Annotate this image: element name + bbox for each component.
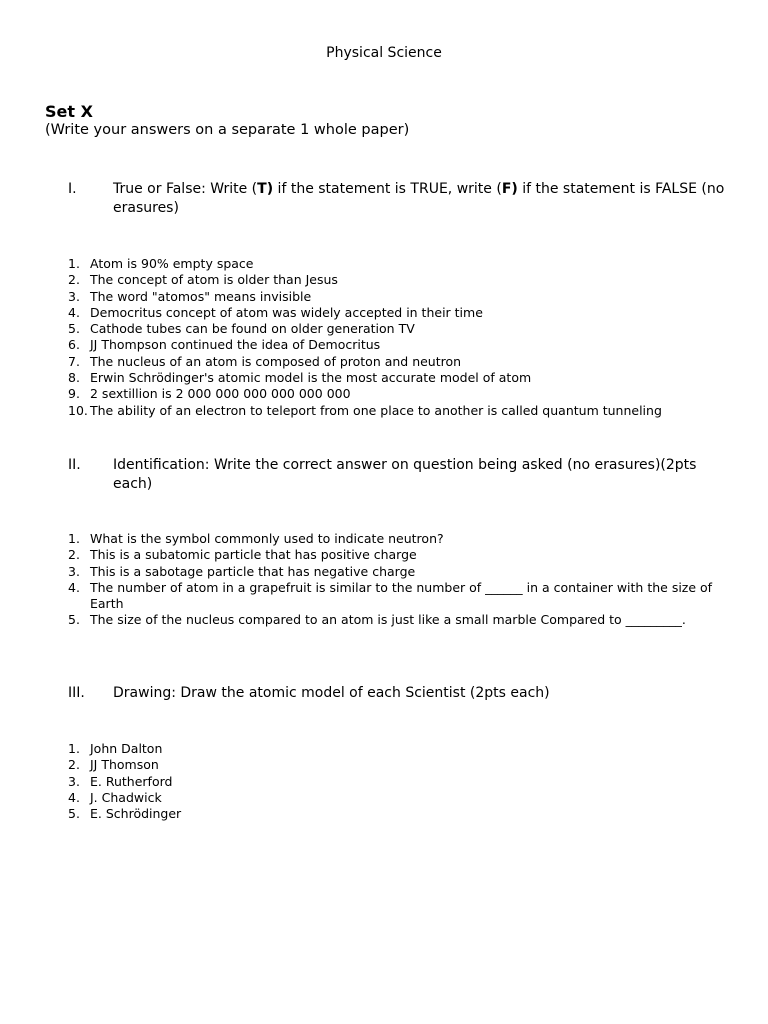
list-item: 2. The concept of atom is older than Jesus bbox=[68, 272, 338, 288]
list-item: 4. J. Chadwick bbox=[68, 789, 162, 805]
list-item: 3. This is a sabotage particle that has negative charge bbox=[68, 563, 416, 579]
list-item: 4. The number of atom in a grapefruit is similar to the number of ______ in a container with the size of Earth bbox=[68, 579, 713, 612]
section-true-false-heading bbox=[68, 180, 728, 218]
list-item: 5. E. Schrödinger bbox=[68, 806, 182, 822]
section-numeral: II. bbox=[68, 457, 81, 473]
list-item: 5. Cathode tubes can be found on older generation TV bbox=[68, 321, 415, 337]
list-item: 5. The size of the nucleus compared to an atom is just like a small marble Compared to _________. bbox=[68, 612, 686, 628]
list-item: 1. Atom is 90% empty space bbox=[68, 256, 254, 271]
set-instructions: (Write your answers on a separate 1 whole paper) bbox=[45, 122, 410, 138]
list-item: 9. 2 sextillion is 2 000 000 000 000 000 000 bbox=[68, 386, 351, 402]
section-numeral: III. bbox=[68, 685, 85, 701]
section-instructions: True or False: Write (T) if the statement is TRUE, write (F) if the statement is FALSE (no erasures) bbox=[113, 181, 725, 216]
set-title: Set X bbox=[45, 102, 93, 121]
list-item: 10. The ability of an electron to teleport from one place to another is called quantum tunneling bbox=[68, 402, 662, 418]
list-item: 4. Democritus concept of atom was widely accepted in their time bbox=[68, 304, 483, 320]
section-numeral: I. bbox=[68, 181, 77, 197]
section-instructions: Identification: Write the correct answer on question being asked (no erasures)(2pts each) bbox=[113, 457, 697, 492]
list-item: 2. This is a subatomic particle that has positive charge bbox=[68, 547, 417, 563]
list-item: 7. The nucleus of an atom is composed of proton and neutron bbox=[68, 353, 462, 369]
list-item: 6. JJ Thompson continued the idea of Democritus bbox=[68, 337, 381, 353]
section-identification-heading bbox=[68, 456, 728, 494]
list-item: 2. JJ Thomson bbox=[68, 757, 159, 773]
list-item: 3. The word "atomos" means invisible bbox=[68, 288, 312, 304]
list-item: 1. John Dalton bbox=[68, 741, 163, 756]
true-false-list bbox=[68, 256, 728, 419]
identification-list bbox=[68, 531, 728, 629]
course-title: Physical Science bbox=[326, 45, 442, 61]
list-item: 3. E. Rutherford bbox=[68, 773, 173, 789]
list-item: 8. Erwin Schrödinger's atomic model is the most accurate model of atom bbox=[68, 370, 532, 386]
section-drawing-heading bbox=[68, 684, 728, 703]
section-instructions: Drawing: Draw the atomic model of each Scientist (2pts each) bbox=[113, 685, 550, 701]
drawing-list bbox=[68, 741, 728, 822]
list-item: 1. What is the symbol commonly used to indicate neutron? bbox=[68, 531, 444, 546]
